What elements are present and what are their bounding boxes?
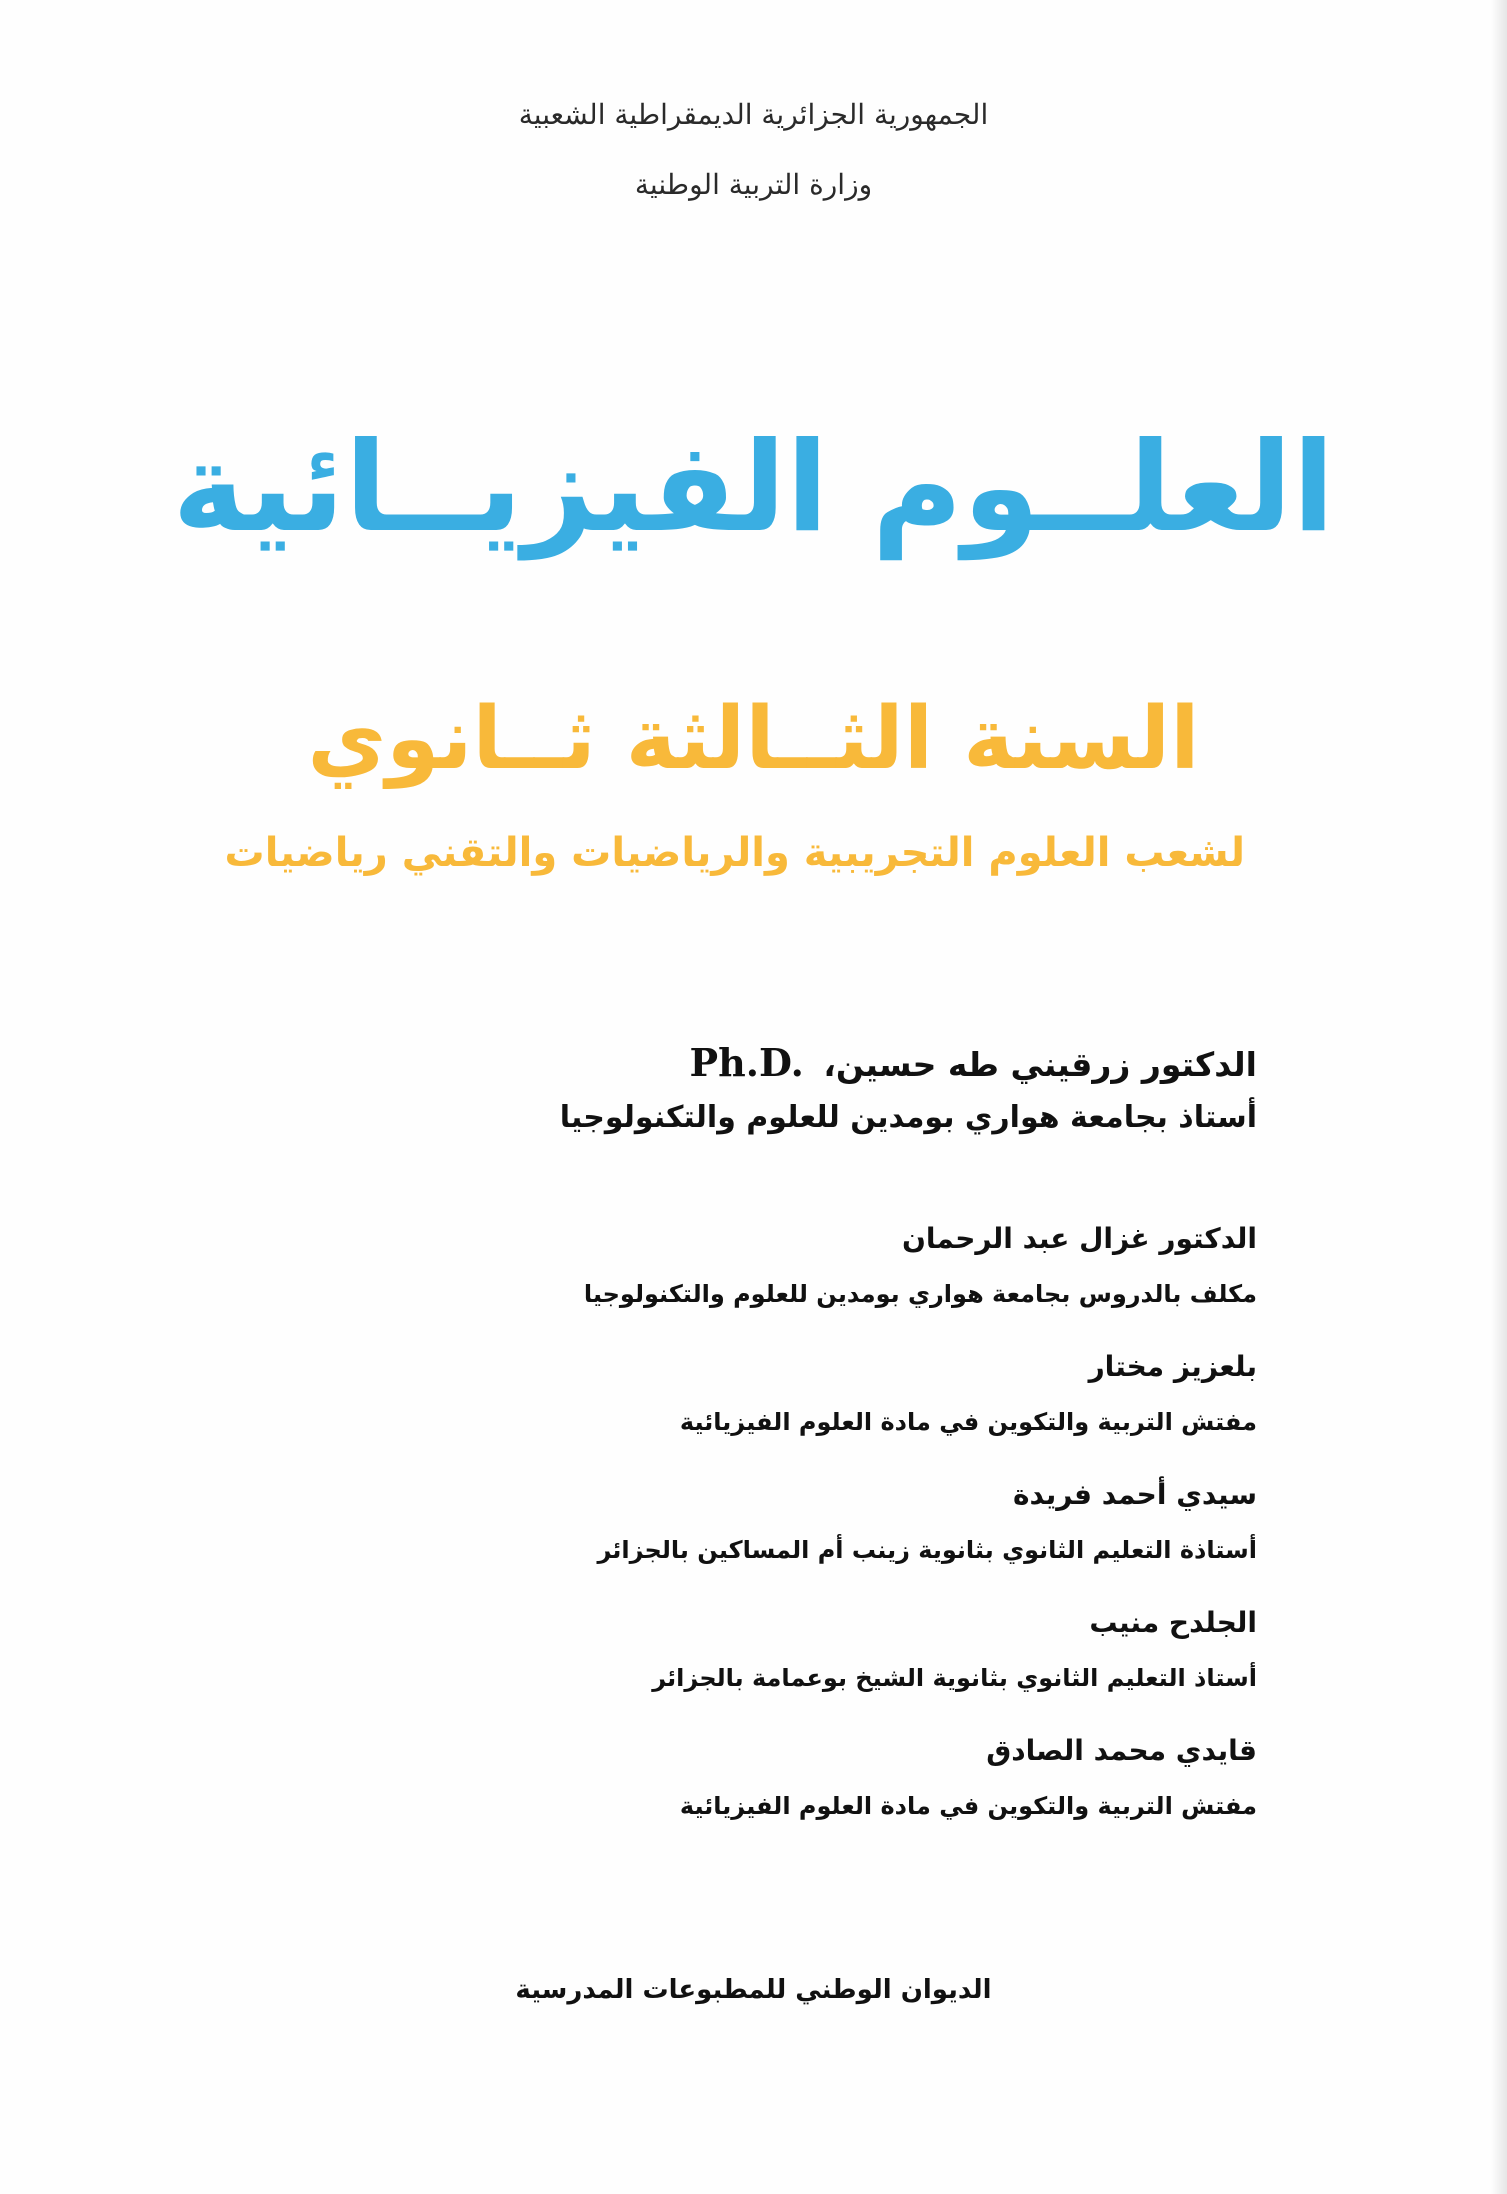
- author-name: بلعزيز مختار: [1088, 1350, 1257, 1383]
- author-entry: [257, 1478, 1257, 1606]
- page-edge-shadow: [1491, 0, 1507, 2194]
- streams-subtitle: لشعب العلوم التجريبية والرياضيات والتقني رياضيات: [224, 830, 1245, 876]
- lead-author-name-line: [257, 1040, 1257, 1100]
- author-name: قايدي محمد الصادق: [986, 1734, 1257, 1767]
- author-name: الدكتور غزال عبد الرحمان: [902, 1222, 1257, 1255]
- book-title: العلــوم الفيزيــائية: [172, 416, 1335, 560]
- author-role: مفتش التربية والتكوين في مادة العلوم الفيزيائية: [679, 1408, 1257, 1436]
- ministry-heading: وزارة التربية الوطنية: [634, 168, 873, 201]
- author-role: مفتش التربية والتكوين في مادة العلوم الفيزيائية: [679, 1792, 1257, 1820]
- grade-level-title: السنة الثــالثة ثــانوي: [307, 689, 1200, 789]
- author-role: أستاذ التعليم الثانوي بثانوية الشيخ بوعمامة بالجزائر: [652, 1664, 1257, 1692]
- author-entry: [257, 1734, 1257, 1862]
- author-role: أستاذة التعليم الثانوي بثانوية زينب أم المساكين بالجزائر: [597, 1536, 1257, 1564]
- republic-heading: الجمهورية الجزائرية الديمقراطية الشعبية: [518, 98, 989, 131]
- author-entry: [257, 1606, 1257, 1734]
- author-name: الجلدح منيب: [1089, 1606, 1257, 1639]
- lead-author-degree: Ph.D.: [689, 1040, 804, 1085]
- author-entry: [257, 1350, 1257, 1478]
- lead-author-title: أستاذ بجامعة هواري بومدين للعلوم والتكنولوجيا: [559, 1100, 1257, 1135]
- author-entry: [257, 1222, 1257, 1350]
- author-name: سيدي أحمد فريدة: [1013, 1478, 1257, 1511]
- author-role: مكلف بالدروس بجامعة هواري بومدين للعلوم والتكنولوجيا: [583, 1280, 1257, 1308]
- lead-author-name: الدكتور زرقيني طه حسين،: [823, 1045, 1257, 1084]
- authors-section: [257, 1040, 1257, 1862]
- publisher-name: الديوان الوطني للمطبوعات المدرسية: [515, 1975, 992, 2005]
